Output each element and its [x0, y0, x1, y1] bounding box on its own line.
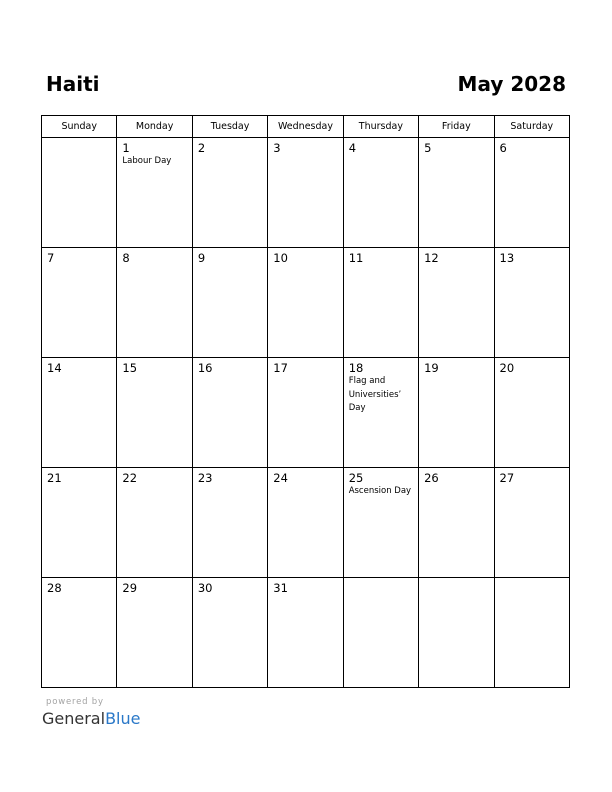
- day-cell: [42, 468, 117, 578]
- weekday-header-friday: Friday: [419, 116, 494, 138]
- day-cell: [343, 248, 418, 358]
- day-number: [42, 138, 116, 142]
- day-cell: [117, 578, 192, 688]
- day-cell: [192, 248, 267, 358]
- day-number: 22: [122, 471, 138, 485]
- day-number: 20: [499, 361, 515, 375]
- day-cell: [117, 248, 192, 358]
- day-number: 19: [424, 361, 439, 375]
- day-cell: [192, 138, 267, 248]
- day-cell: [343, 578, 418, 688]
- day-number: 1: [122, 141, 130, 155]
- day-number: 8: [122, 251, 130, 265]
- day-number: 3: [273, 141, 281, 155]
- day-number: 4: [348, 141, 357, 155]
- week-row: [42, 468, 570, 578]
- weekday-header-wednesday: Wednesday: [268, 116, 343, 138]
- day-cell: [494, 248, 569, 358]
- day-cell: [42, 138, 117, 248]
- day-number: [344, 578, 418, 582]
- day-cell: [494, 138, 569, 248]
- weekday-header-monday: Monday: [117, 116, 192, 138]
- day-number: 21: [47, 471, 62, 485]
- day-cell: [42, 358, 117, 468]
- day-number: 26: [424, 471, 439, 485]
- day-cell: [494, 578, 569, 688]
- day-number: [419, 578, 493, 582]
- holiday-label: Flag and Universities’ Day: [348, 376, 402, 413]
- calendar-header: [46, 70, 566, 100]
- week-row: [42, 138, 570, 248]
- day-cell: [419, 248, 494, 358]
- country-title: Haiti: [46, 72, 100, 96]
- day-cell: [419, 468, 494, 578]
- day-cell: [42, 578, 117, 688]
- day-number: 28: [47, 581, 62, 595]
- day-cell: [192, 578, 267, 688]
- day-number: [495, 578, 569, 582]
- generalblue-branding: [42, 697, 140, 730]
- weekday-header-thursday: Thursday: [343, 116, 418, 138]
- day-number: 30: [197, 581, 213, 595]
- day-number: 25: [348, 471, 364, 485]
- day-number: 18: [348, 361, 364, 375]
- day-cell: [343, 468, 418, 578]
- day-cell: [268, 358, 343, 468]
- day-number: 31: [273, 581, 288, 595]
- day-cell: [117, 138, 192, 248]
- day-number: 5: [424, 141, 432, 155]
- day-cell: [117, 358, 192, 468]
- day-cell: [343, 138, 418, 248]
- week-row: [42, 248, 570, 358]
- day-number: 17: [273, 361, 288, 375]
- day-cell: [192, 358, 267, 468]
- day-cell: [419, 358, 494, 468]
- day-number: 13: [499, 251, 515, 265]
- day-cell: [419, 578, 494, 688]
- day-cell: [268, 578, 343, 688]
- brand-general-text: General: [42, 709, 106, 728]
- month-year-title: May 2028: [457, 72, 566, 96]
- day-number: 7: [47, 251, 55, 265]
- day-cell: [192, 468, 267, 578]
- day-cell: [494, 358, 569, 468]
- day-cell: [42, 248, 117, 358]
- day-number: 14: [47, 361, 62, 375]
- weekday-header-tuesday: Tuesday: [192, 116, 267, 138]
- day-cell: [117, 468, 192, 578]
- day-number: 2: [197, 141, 206, 155]
- week-row: [42, 578, 570, 688]
- day-cell: [419, 138, 494, 248]
- day-number: 27: [499, 471, 515, 485]
- holiday-label: Ascension Day: [348, 486, 412, 496]
- month-calendar-grid: [41, 115, 570, 688]
- day-number: 29: [122, 581, 138, 595]
- day-number: 15: [122, 361, 138, 375]
- generalblue-logo: [42, 708, 140, 730]
- day-number: 10: [273, 251, 288, 265]
- powered-by-text: powered by: [46, 697, 104, 707]
- weekday-header-row: [42, 116, 570, 138]
- weekday-header-sunday: Sunday: [42, 116, 117, 138]
- holiday-label: Labour Day: [122, 156, 172, 166]
- week-row: [42, 358, 570, 468]
- weekday-header-saturday: Saturday: [494, 116, 569, 138]
- day-number: 16: [197, 361, 213, 375]
- day-number: 6: [499, 141, 507, 155]
- day-cell: [343, 358, 418, 468]
- brand-blue-text: Blue: [105, 709, 141, 728]
- day-cell: [494, 468, 569, 578]
- day-number: 9: [197, 251, 206, 265]
- day-number: 11: [348, 251, 364, 265]
- day-cell: [268, 468, 343, 578]
- day-cell: [268, 138, 343, 248]
- day-cell: [268, 248, 343, 358]
- day-number: 24: [273, 471, 288, 485]
- day-number: 23: [197, 471, 213, 485]
- day-number: 12: [424, 251, 439, 265]
